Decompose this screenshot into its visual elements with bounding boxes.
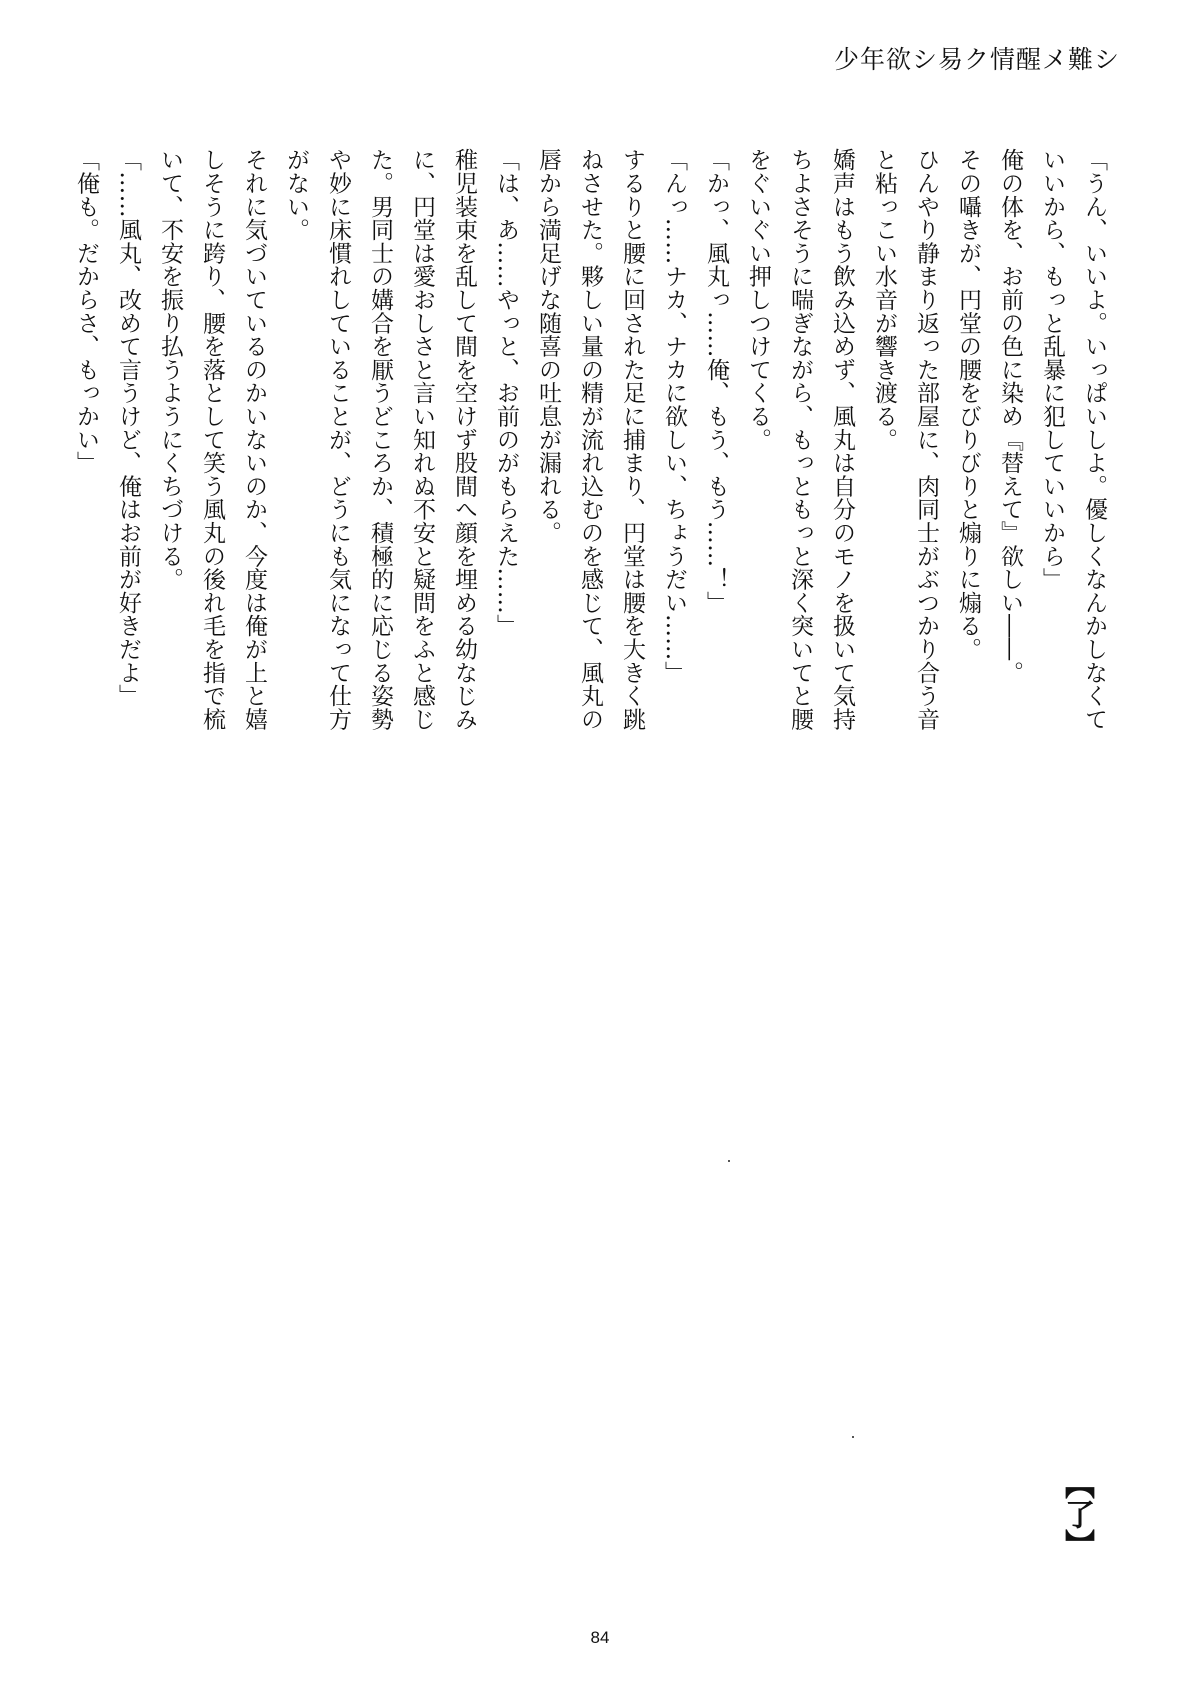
paragraph: 「うん、いいよ。いっぱいしよ。優しくなんかしなくていいから、もっと乱暴に犯していいから」 [1039,148,1107,731]
paragraph: 嬌声はもう飲み込めず、風丸は自分のモノを扱いて気持ちよさそうに喘ぎながら、もっともっと深く突いてと腰をぐいぐい押しつけてくる。 [745,148,855,731]
paragraph: ひんやり静まり返った部屋に、肉同士がぶつかり合う音と粘っこい水音が響き渡る。 [871,148,939,731]
body-text [73,148,1115,748]
paragraph: するりと腰に回された足に捕まり、円堂は腰を大きく跳ねさせた。夥しい量の精が流れ込むのを感じて、風丸の唇から満足げな随喜の吐息が漏れる。 [535,148,645,731]
paragraph: その囁きが、円堂の腰をびりびりと煽りに煽る。 [955,148,981,661]
end-mark: 【了】 [1059,1469,1094,1559]
paragraph: 「俺も。だからさ、もっかい」 [73,148,99,475]
paragraph: 稚児装束を乱して間を空けず股間へ顔を埋める幼なじみに、円堂は愛おしさと言い知れぬ不安と疑問をふと感じた。男同士の媾合を厭うどころか、積極的に応じる姿勢や妙に床慣れしていることが、どうにも気になって仕方がない。 [283,148,477,731]
paragraph: 「かっ、風丸っ……俺、もう、もう……！」 [703,148,729,614]
paragraph: それに気づいているのかいないのか、今度は俺が上と嬉しそうに跨り、腰を落として笑う風丸の後れ毛を指で梳いて、不安を振り払うようにくちづける。 [157,148,267,731]
paragraph: 「は、あ……やっと、お前のがもらえた……」 [493,148,519,638]
page-number: 84 [590,1628,610,1647]
paragraph: 俺の体を、お前の色に染め『替えて』欲しい――。 [997,148,1023,684]
paragraph: 「……風丸、改めて言うけど、俺はお前が好きだよ」 [115,148,141,708]
scan-speck [728,1160,730,1162]
paragraph: 「んっ……ナカ、ナカに欲しい、ちょうだい……」 [661,148,687,684]
scan-speck [852,1436,854,1438]
running-header: 少年欲シ易ク情醒メ難シ [833,45,1120,74]
